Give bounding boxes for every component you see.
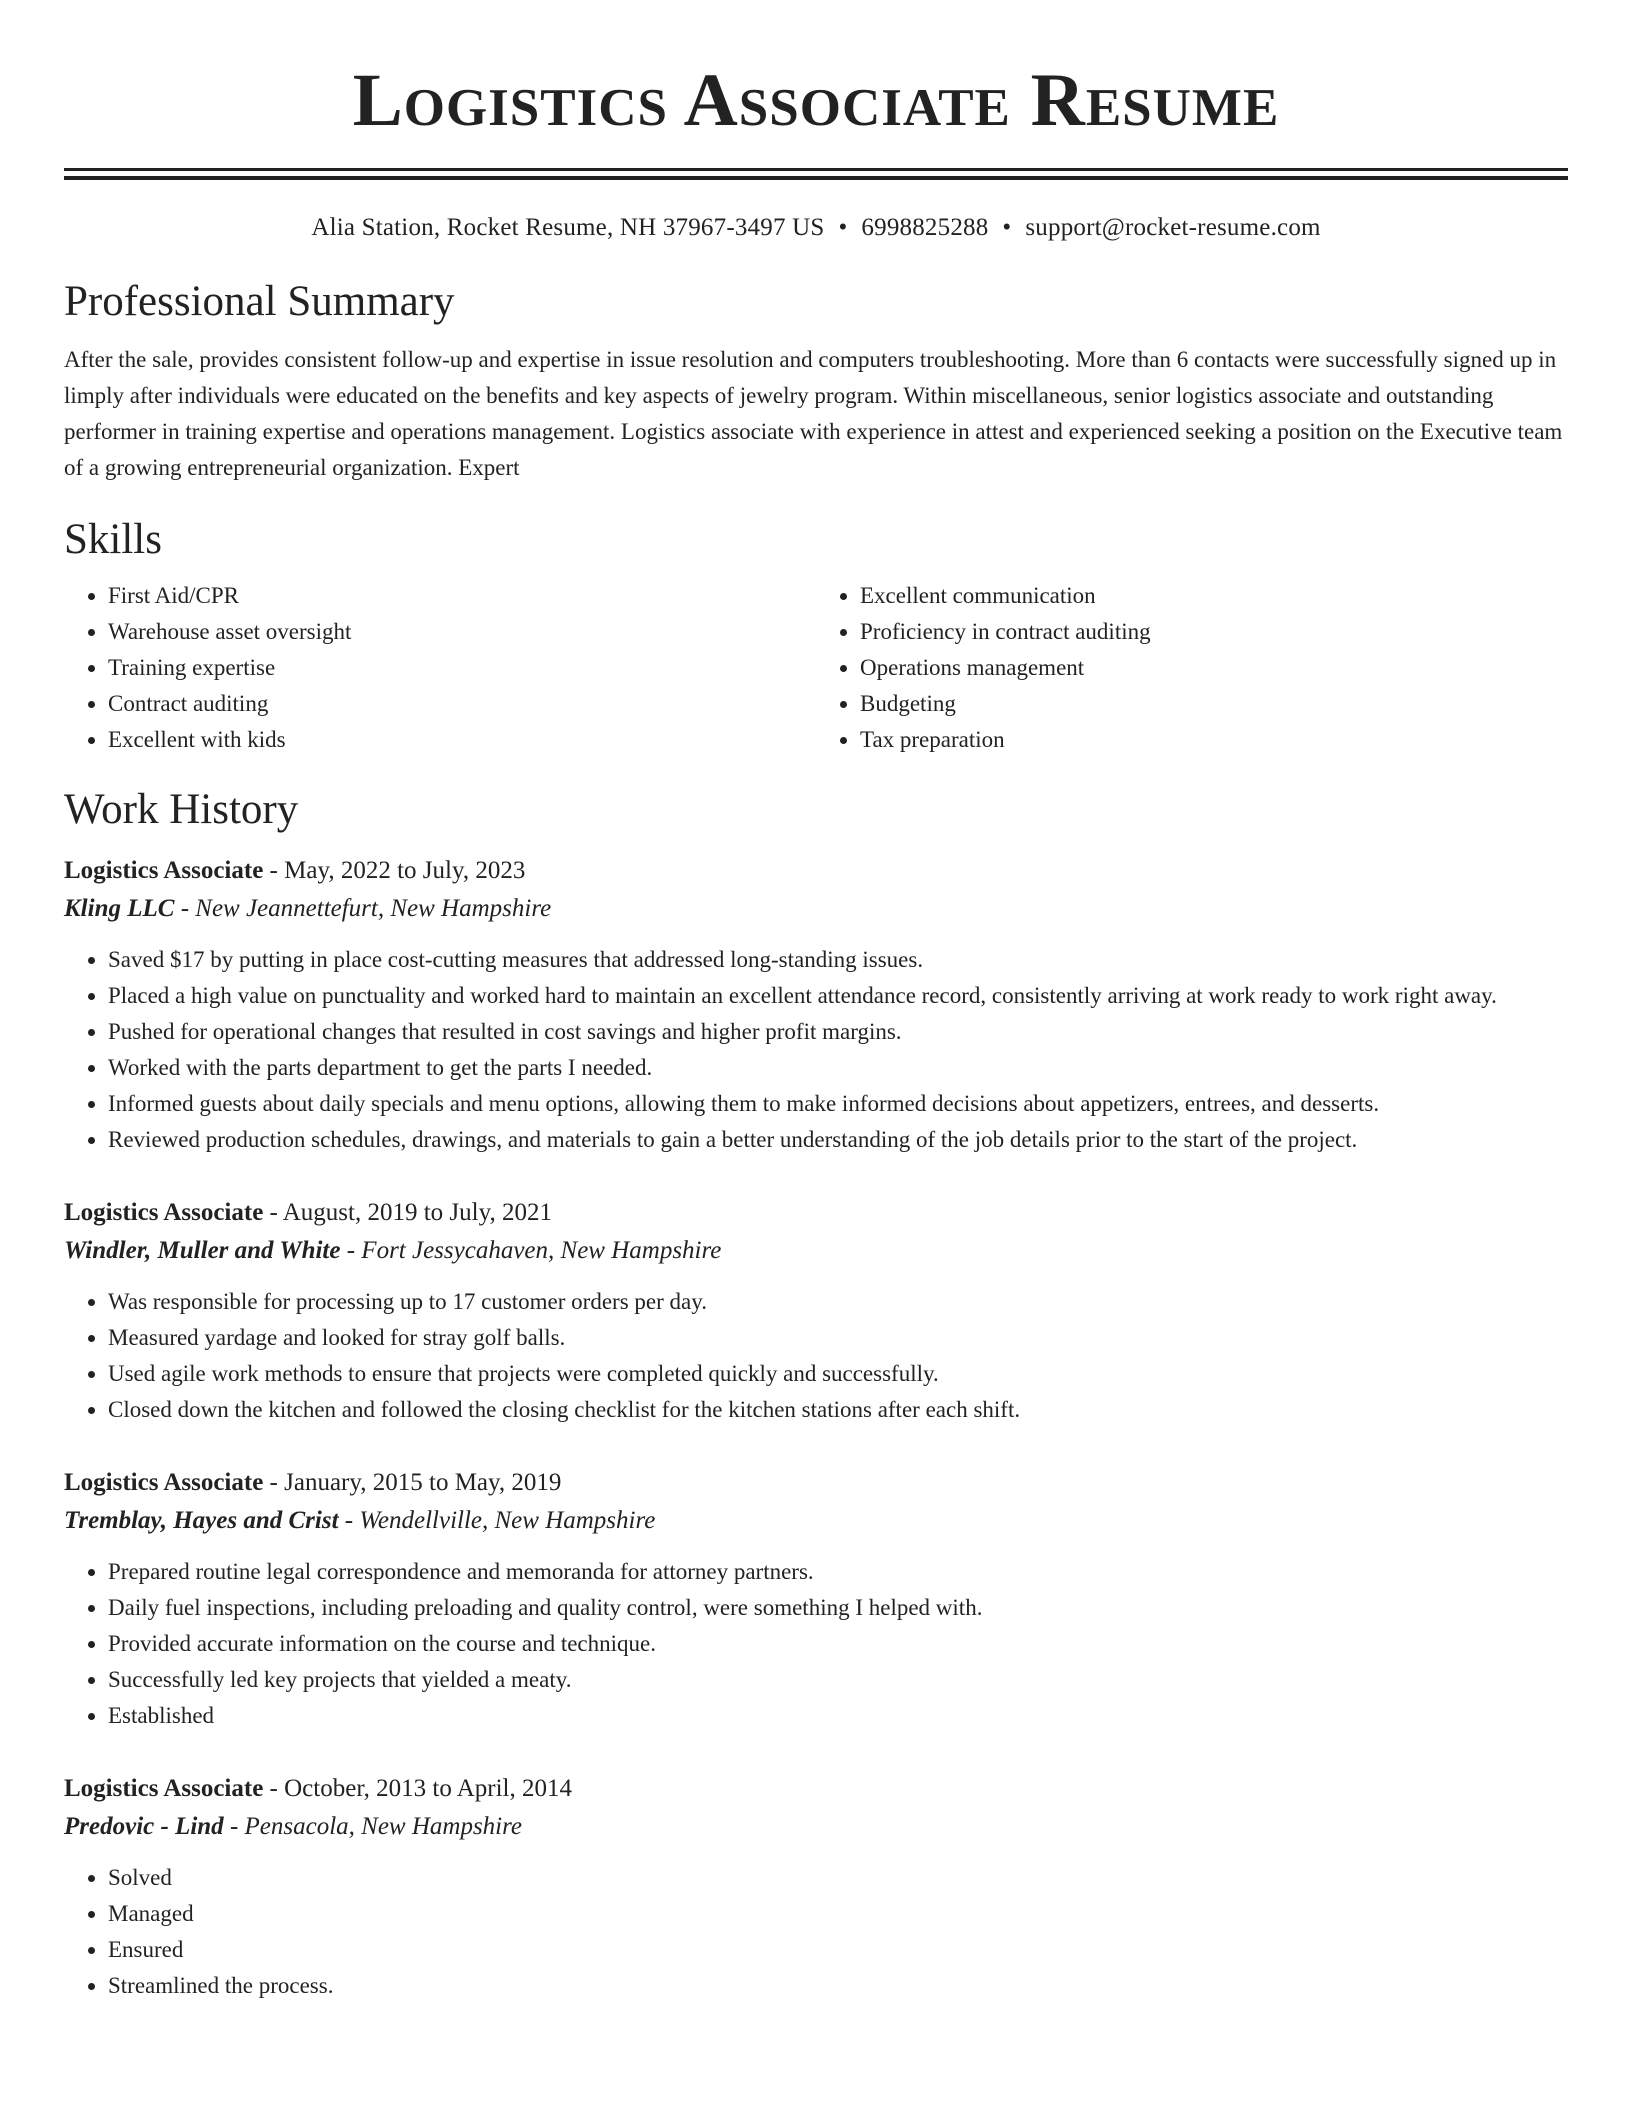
skill-item: • First Aid/CPR bbox=[108, 578, 816, 614]
skills-heading: Skills bbox=[64, 516, 162, 563]
job-company-line bbox=[64, 890, 1568, 928]
skills-column-left bbox=[64, 578, 816, 758]
job-bullet: • Used agile work methods to ensure that projects were completed quickly and successfully. bbox=[108, 1356, 1568, 1392]
title-divider bbox=[64, 168, 1568, 180]
job-bullet: • Successfully led key projects that yielded a meaty. bbox=[108, 1662, 1568, 1698]
summary-heading: Professional Summary bbox=[64, 278, 455, 325]
job-entry bbox=[64, 852, 1568, 1158]
resume-title: Logistics Associate Resume bbox=[352, 59, 1280, 142]
job-company: Windler, Muller and White bbox=[64, 1237, 341, 1264]
job-company: Predovic - Lind bbox=[64, 1813, 224, 1840]
job-role: Logistics Associate bbox=[64, 1199, 264, 1226]
skill-item: • Operations management bbox=[860, 650, 1568, 686]
job-location: - Wendellville, New Hampshire bbox=[344, 1507, 656, 1534]
job-title-line bbox=[64, 1770, 1568, 1808]
job-bullet: • Managed bbox=[108, 1896, 1568, 1932]
skills-column-right bbox=[816, 578, 1568, 758]
contact-phone: 6998825288 bbox=[861, 214, 989, 241]
job-role: Logistics Associate bbox=[64, 857, 264, 884]
contact-separator: • bbox=[1002, 214, 1012, 241]
job-bullets bbox=[64, 942, 1568, 1158]
job-company-line bbox=[64, 1808, 1568, 1846]
job-bullet: • Was responsible for processing up to 17 customer orders per day. bbox=[108, 1284, 1568, 1320]
job-bullet: • Established bbox=[108, 1698, 1568, 1734]
job-location: - New Jeannettefurt, New Hampshire bbox=[180, 895, 552, 922]
job-bullet: • Worked with the parts department to get the parts I needed. bbox=[108, 1050, 1568, 1086]
job-entry bbox=[64, 1194, 1568, 1428]
job-title-line bbox=[64, 1464, 1568, 1502]
job-bullet: • Prepared routine legal correspondence and memoranda for attorney partners. bbox=[108, 1554, 1568, 1590]
job-bullets bbox=[64, 1860, 1568, 2004]
job-bullets bbox=[64, 1284, 1568, 1428]
job-dates: - October, 2013 to April, 2014 bbox=[269, 1775, 572, 1802]
summary-text: After the sale, provides consistent follow-up and expertise in issue resolution and computers troubleshooting. More than 6 contacts were successfully signed up in limply after individuals were educated on the benefits and key aspects of jewelry program. Within miscellaneous, senior logistics associate and outstanding performer in training expertise and operations management. Logistics associate with experience in attest and experienced seeking a position on the Executive team of a growing entrepreneurial organization. Expert bbox=[64, 347, 1563, 480]
job-bullet: • Measured yardage and looked for stray golf balls. bbox=[108, 1320, 1568, 1356]
job-company: Kling LLC bbox=[64, 895, 175, 922]
job-entry bbox=[64, 1464, 1568, 1734]
job-company-line bbox=[64, 1232, 1568, 1270]
job-title-line bbox=[64, 852, 1568, 890]
skill-item: • Budgeting bbox=[860, 686, 1568, 722]
skill-item: • Training expertise bbox=[108, 650, 816, 686]
job-bullet: • Pushed for operational changes that resulted in cost savings and higher profit margins. bbox=[108, 1014, 1568, 1050]
contact-line bbox=[64, 212, 1568, 244]
skills-list bbox=[64, 578, 1568, 758]
job-bullet: • Streamlined the process. bbox=[108, 1968, 1568, 2004]
skill-item: • Tax preparation bbox=[860, 722, 1568, 758]
job-title-line bbox=[64, 1194, 1568, 1232]
job-dates: - January, 2015 to May, 2019 bbox=[269, 1469, 562, 1496]
job-dates: - August, 2019 to July, 2021 bbox=[269, 1199, 552, 1226]
contact-email: support@rocket-resume.com bbox=[1025, 214, 1321, 241]
job-dates: - May, 2022 to July, 2023 bbox=[269, 857, 526, 884]
job-bullet: • Reviewed production schedules, drawings, and materials to gain a better understanding of the job details prior to the start of the project. bbox=[108, 1122, 1568, 1158]
skill-item: • Warehouse asset oversight bbox=[108, 614, 816, 650]
divider-line-bottom bbox=[64, 176, 1568, 180]
job-bullet: • Saved $17 by putting in place cost-cutting measures that addressed long-standing issues. bbox=[108, 942, 1568, 978]
job-role: Logistics Associate bbox=[64, 1775, 264, 1802]
job-location: - Fort Jessycahaven, New Hampshire bbox=[346, 1237, 722, 1264]
skill-item: • Contract auditing bbox=[108, 686, 816, 722]
job-bullet: • Daily fuel inspections, including preloading and quality control, were something I helped with. bbox=[108, 1590, 1568, 1626]
job-bullet: • Informed guests about daily specials and menu options, allowing them to make informed decisions about appetizers, entrees, and desserts. bbox=[108, 1086, 1568, 1122]
job-company: Tremblay, Hayes and Crist bbox=[64, 1507, 339, 1534]
job-role: Logistics Associate bbox=[64, 1469, 264, 1496]
skill-item: • Excellent communication bbox=[860, 578, 1568, 614]
job-entry bbox=[64, 1770, 1568, 2004]
job-company-line bbox=[64, 1502, 1568, 1540]
skill-item: • Excellent with kids bbox=[108, 722, 816, 758]
job-bullets bbox=[64, 1554, 1568, 1734]
job-bullet: • Ensured bbox=[108, 1932, 1568, 1968]
skill-item: • Proficiency in contract auditing bbox=[860, 614, 1568, 650]
work-history-heading: Work History bbox=[64, 786, 299, 833]
contact-address: Alia Station, Rocket Resume, NH 37967-3497 US bbox=[311, 214, 825, 241]
job-bullet: • Provided accurate information on the course and technique. bbox=[108, 1626, 1568, 1662]
job-bullet: • Solved bbox=[108, 1860, 1568, 1896]
contact-separator: • bbox=[838, 214, 848, 241]
job-bullet: • Placed a high value on punctuality and worked hard to maintain an excellent attendance record, consistently arriving at work ready to work right away. bbox=[108, 978, 1568, 1014]
job-location: - Pensacola, New Hampshire bbox=[229, 1813, 523, 1840]
job-bullet: • Closed down the kitchen and followed the closing checklist for the kitchen stations after each shift. bbox=[108, 1392, 1568, 1428]
